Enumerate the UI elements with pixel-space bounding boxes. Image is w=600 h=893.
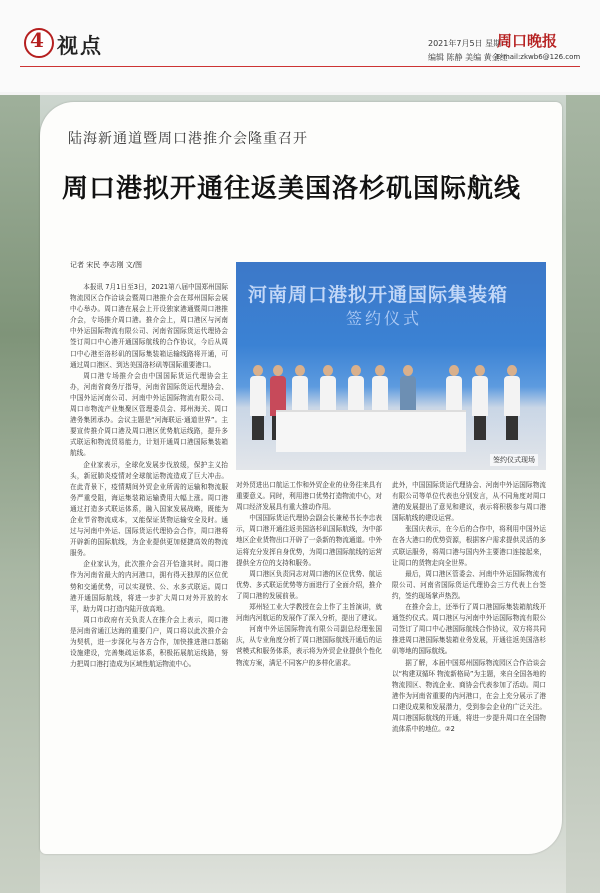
signing-table	[276, 410, 466, 452]
photo-backdrop-subtitle: 签约仪式	[346, 309, 423, 328]
article-paragraph: 周口港区负责同志对周口港的区位优势、航运优势、多式联运优势等方面进行了全面介绍，推介了周口港的发展前景。	[236, 569, 382, 600]
page-header	[0, 0, 600, 92]
paper-logo: 周口晚报	[497, 32, 558, 50]
article-photo	[236, 262, 546, 470]
article-paragraph: 周口市政府有关负责人在推介会上表示，周口港是河南省通江达海的重要门户，周口将以此次推介会为契机，进一步深化与各方合作，加快推进港口基础设施建设，完善集疏运体系，积极拓展航运线路，努力把周口港打造成为区域性航运物流中心。	[70, 615, 228, 669]
photo-person	[250, 365, 266, 440]
article-paragraph: 在推介会上，还举行了周口港国际集装箱航线开通签约仪式。周口港区与河南中外运国际物流有限公司签订了周口中心港国际航线合作协议，双方将共同推进周口港国际集装箱业务发展，开通往返美国洛杉矶等地的国际航线。	[392, 603, 546, 656]
article-byline: 记者 宋民 李志刚 文/图	[70, 261, 143, 269]
header-divider	[20, 66, 580, 67]
article-headline: 周口港拟开通往返美国洛杉矶国际航线	[62, 174, 522, 204]
article-paragraph: 河南中外运国际物流有限公司副总经理张国庆，从专业角度分析了周口港国际航线开通后的运营模式和服务体系，表示将为外贸企业提供个性化物流方案，满足不同客户的多样化需求。	[236, 625, 382, 667]
article-column-2	[236, 480, 382, 842]
article-subhead: 陆海新通道暨周口港推介会隆重召开	[68, 131, 308, 147]
article-paragraph: 此外，中国国际货运代理协会、河南中外运国际物流有限公司等单位代表也分别发言，从不同角度对周口港的发展提出了意见和建议，表示将积极参与周口港国际航线的建设运营。	[392, 481, 546, 523]
editor-credits: 编辑 陈静 美编 黄金红	[428, 53, 508, 62]
article-paragraph: 对外贸进出口航运工作和外贸企业的业务往来具有重要意义。同时，利用港口优势打造物流中心，对周口经济发展具有重大推动作用。	[236, 481, 382, 512]
contact-email: E-mail:zkwb6@126.com	[496, 53, 581, 61]
article-paragraph: 最后，周口港区管委会、河南中外运国际物流有限公司、河南省国际货运代理协会三方代表上台签约，签约现场掌声热烈。	[392, 569, 546, 600]
article-paragraph: 企业家表示，全球化发展步伐放缓，保护主义抬头，新冠肺炎疫情对全球航运物流造成了巨大冲击。在此背景下，疫情期间外贸企业所需的运输和物流服务严重受阻，海运集装箱运输费用大幅上涨。周口港通过打造多式联运体系，融入国家发展战略，既能为企业节省物流成本，又能保证货物运输安全及时。通过与河南中外运、国际货运代理协会合作，周口港将开辟新的国际航线，为企业提供更加便捷高效的物流服务。	[70, 460, 228, 558]
article-paragraph: 张国庆表示，在今后的合作中，将利用中国外运在各大港口的优势资源，根据客户需求提供灵活的多式联运服务，将周口港与国内外主要港口连接起来，让周口的货物走向全世界。	[392, 525, 546, 567]
background-trees-right	[566, 95, 600, 893]
photo-caption: 签约仪式现场	[490, 454, 538, 466]
article-paragraph: 中国国际货运代理协会副会长兼秘书长李忠表示，周口港开通往返美国洛杉矶国际航线，为中部地区企业货物出口开辟了一条新的物流通道。中外运将充分发挥自身优势，为周口港国际航线的运营提供全方位的支持和服务。	[236, 514, 382, 567]
article-paragraph: 本报讯 7月1日至3日，2021第八届中国郑州国际物流园区合作洽谈会暨周口港推介会在郑州国际会展中心举办。周口港在展会上开设独家港通暨周口港推介会，专场推介周口港。推介会上，周口港区与河南中外运国际物流有限公司、河南省国际货运代理协会签订周口中心港开通国际航线的合作协议，今后从周口中心港至洛杉矶的国际集装箱运输线路将开通，可通过周口港区、到达美国洛杉矶等国际重要港口。	[70, 283, 228, 369]
article-paragraph: 郑州轻工业大学教授在会上作了主旨演讲，就河南内河航运的发展作了深入分析，提出了建议。	[236, 603, 382, 623]
article-column-1	[70, 282, 228, 842]
article-column-3	[392, 480, 546, 842]
photo-person	[504, 365, 520, 440]
article-paragraph: 据了解，本届中国郑州国际物流园区合作洽谈会以“构建双循环 物流新格局”为主题，来自全国各地的物流园区、物流企业、商协会代表参加了活动。周口港作为河南省重要的内河港口，在会上充分展示了港口建设成果和发展潜力，受到参会企业的广泛关注。周口港国际航线的开通，将进一步提升周口在全国物流体系中的地位。②2	[392, 658, 546, 734]
photo-person	[472, 365, 488, 440]
article-paragraph: 周口港专场推介会由中国国际货运代理协会主办，河南省商务厅指导，河南省国际货运代理协会、中国外运河南公司、河南中外运国际物流有限公司、周口市物流产业集聚区管理委员会、郑州海关、周口港务集团承办。会议主题是“河海联运·通道世界”。主要宣传推介周口港及周口港区优势航运线路，提升多式联运和物流贸易能力，计划开通周口港国际集装箱航线。	[70, 371, 228, 458]
photo-backdrop-title: 河南周口港拟开通国际集装箱	[248, 284, 509, 306]
issue-date: 2021年7月5日 星期一	[428, 39, 510, 48]
background-trees-left	[0, 95, 40, 893]
article-paragraph: 企业家认为，此次推介会召开恰逢其时。周口港作为河南省最大的内河港口，拥有得天独厚的区位优势和交通优势，可以实现铁、公、水多式联运。周口港开通国际航线，将进一步扩大周口对外开放的水平，助力周口打造内陆开放高地。	[70, 560, 228, 613]
page-number: 4	[30, 28, 44, 52]
section-title: 视点	[57, 33, 103, 58]
